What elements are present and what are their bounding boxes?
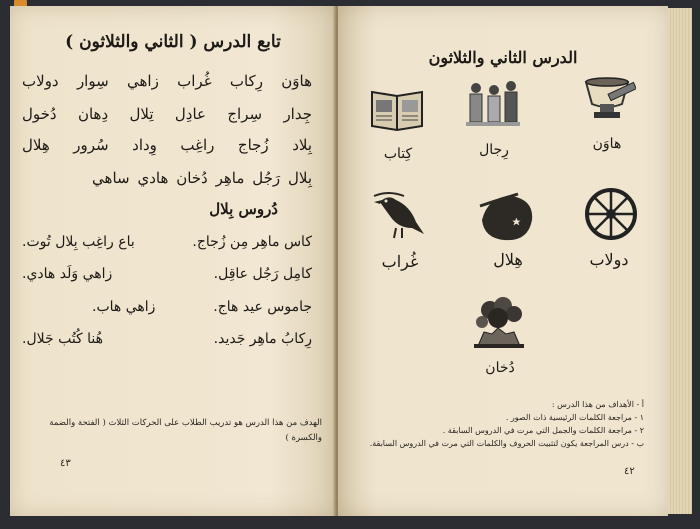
word: جِدار	[283, 105, 312, 123]
sentence: هُنا كُتُب جَلال.	[22, 331, 104, 347]
page-number: ٤٢	[624, 466, 635, 477]
lesson-heading: دُروس بِلال	[209, 200, 278, 218]
sentence: كاس ماهِر مِن زُجاج.	[192, 234, 312, 250]
page-edges	[668, 8, 692, 514]
word: ساهي	[92, 169, 130, 187]
word: زاهي	[126, 72, 159, 90]
word: بِلاد	[292, 136, 312, 154]
word-row	[22, 136, 312, 154]
men-icon	[464, 78, 522, 134]
word: رَجُل	[252, 169, 281, 187]
word: وِداد	[132, 136, 157, 154]
word: هادي	[137, 169, 169, 187]
word: سُرور	[73, 136, 109, 154]
crescent-icon	[478, 190, 536, 246]
objective-line: ٢ - مراجعة الكلمات والجمل التي مرت في الدروس السابقة .	[442, 426, 644, 435]
picture-label: دولاب	[589, 250, 629, 269]
sentence: باع راغِب بِلال تُوت.	[22, 234, 135, 250]
word-row	[22, 72, 312, 90]
sentence: زاهي هاب.	[92, 299, 156, 315]
picture-label: رِجال	[479, 142, 509, 158]
teacher-note: الهدف من هذا الدرس هو تدريب الطلاب على الحركات الثلاث ( الفتحة والضمة والكسرة )	[49, 418, 322, 443]
word: هاوَن	[281, 72, 312, 90]
lesson-objectives	[354, 398, 644, 450]
word: تِلال	[129, 105, 154, 123]
word: دِهان	[77, 105, 109, 123]
sentence: جاموس عيد هاج.	[213, 299, 312, 315]
objective-line: ب - درس المراجعة يكون لتثبيت الحروف والكلمات التي مرت في الدروس السابقة.	[369, 439, 644, 448]
sentence: زاهي وَلَد هادي.	[22, 266, 113, 282]
objective-line: أ - الأهداف من هذا الدرس :	[551, 400, 644, 409]
word-row	[92, 169, 312, 187]
right-page	[338, 6, 668, 516]
word: راغِب	[180, 136, 215, 154]
word: زُجاج	[237, 136, 269, 154]
smoke-icon	[470, 296, 528, 352]
book-icon	[368, 82, 426, 138]
word: سِراج	[227, 105, 263, 123]
sentence: كامِل رَجُل عاقِل.	[213, 266, 312, 282]
right-page-title: الدرس الثاني والثلاثون	[428, 48, 578, 67]
sentence-row	[22, 266, 312, 282]
objective-line: ١ - مراجعة الكلمات الرئيسية ذات الصور .	[505, 413, 644, 422]
wheel-icon	[582, 186, 640, 242]
picture-label: هاوَن	[592, 136, 622, 152]
sentence-row	[22, 234, 312, 250]
sentence-row	[92, 299, 312, 315]
picture-label: هِلال	[493, 250, 523, 269]
mortar-icon	[578, 74, 636, 130]
word: ماهِر	[215, 169, 245, 187]
word: سِوار	[76, 72, 109, 90]
picture-label: دُخان	[485, 360, 515, 376]
word: عادِل	[174, 105, 207, 123]
word: غُراب	[177, 72, 212, 90]
page-number: ٤٣	[60, 458, 71, 469]
word: بِلال	[287, 169, 312, 187]
sentence-row	[22, 331, 312, 347]
word: دُخان	[176, 169, 208, 187]
crow-icon	[370, 188, 428, 244]
word: دولاب	[22, 72, 59, 90]
left-page-title: تابع الدرس ( الثاني والثلاثون )	[65, 32, 281, 52]
word: دُخول	[22, 105, 57, 123]
left-page	[10, 6, 336, 516]
word-row	[22, 105, 312, 123]
picture-label: كِتاب	[383, 146, 413, 162]
picture-label: غُراب	[381, 252, 419, 271]
word: رِكاب	[229, 72, 263, 90]
sentence: رِكابُ ماهِر جَديد.	[213, 331, 312, 347]
word: هِلال	[22, 136, 50, 154]
